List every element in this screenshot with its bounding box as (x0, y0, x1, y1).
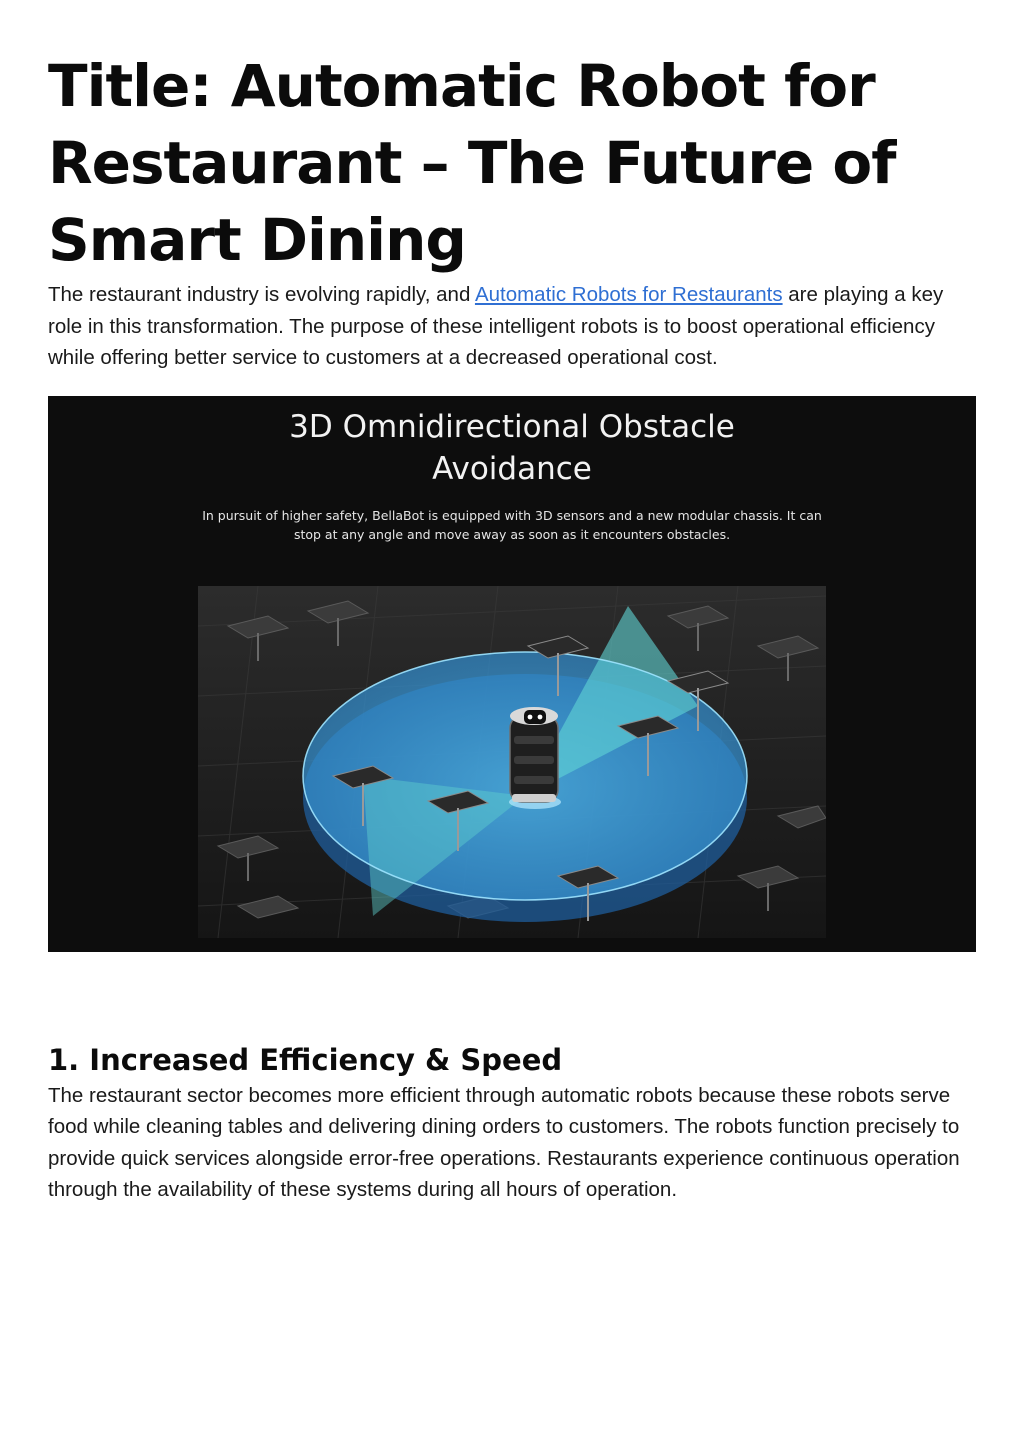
section-paragraph: The restaurant sector becomes more efficient through automatic robots because these robots serve food while cleaning tables and delivering dining orders to customers. The robots function precisely to provide quick services alongside error-free operations. Restaurants experience continuous operation through the availability of these systems during all hours of operation. (48, 1083, 960, 1201)
robot-face-display (524, 710, 546, 724)
intro-paragraph (48, 279, 976, 374)
page-title: Title: Automatic Robot for Restaurant – The Future of Smart Dining (48, 52, 896, 274)
restaurant-robots-link[interactable]: Automatic Robots for Restaurants (474, 283, 783, 306)
hero-image-subtext: In pursuit of higher safety, BellaBot is equipped with 3D sensors and a new modular chassis. It can stop at any angle and move away as soon as it encounters obstacles. (202, 507, 822, 542)
robot-obstacle-avoidance-illustration (198, 586, 826, 938)
hero-image (48, 396, 976, 952)
article (48, 48, 976, 1206)
intro-text-before-link: The restaurant industry is evolving rapidly, and (48, 283, 475, 306)
intro-text-after-link: are playing a key role in this transformation. The purpose of these intelligent robots is to boost operational efficiency while offering better service to customers at a decreased operational cost. (48, 283, 944, 369)
section-heading: 1. Increased Efficiency & Speed (48, 1042, 563, 1077)
bellabot-robot (509, 707, 561, 809)
hero-image-heading: 3D Omnidirectional Obstacle Avoidance (289, 408, 735, 487)
